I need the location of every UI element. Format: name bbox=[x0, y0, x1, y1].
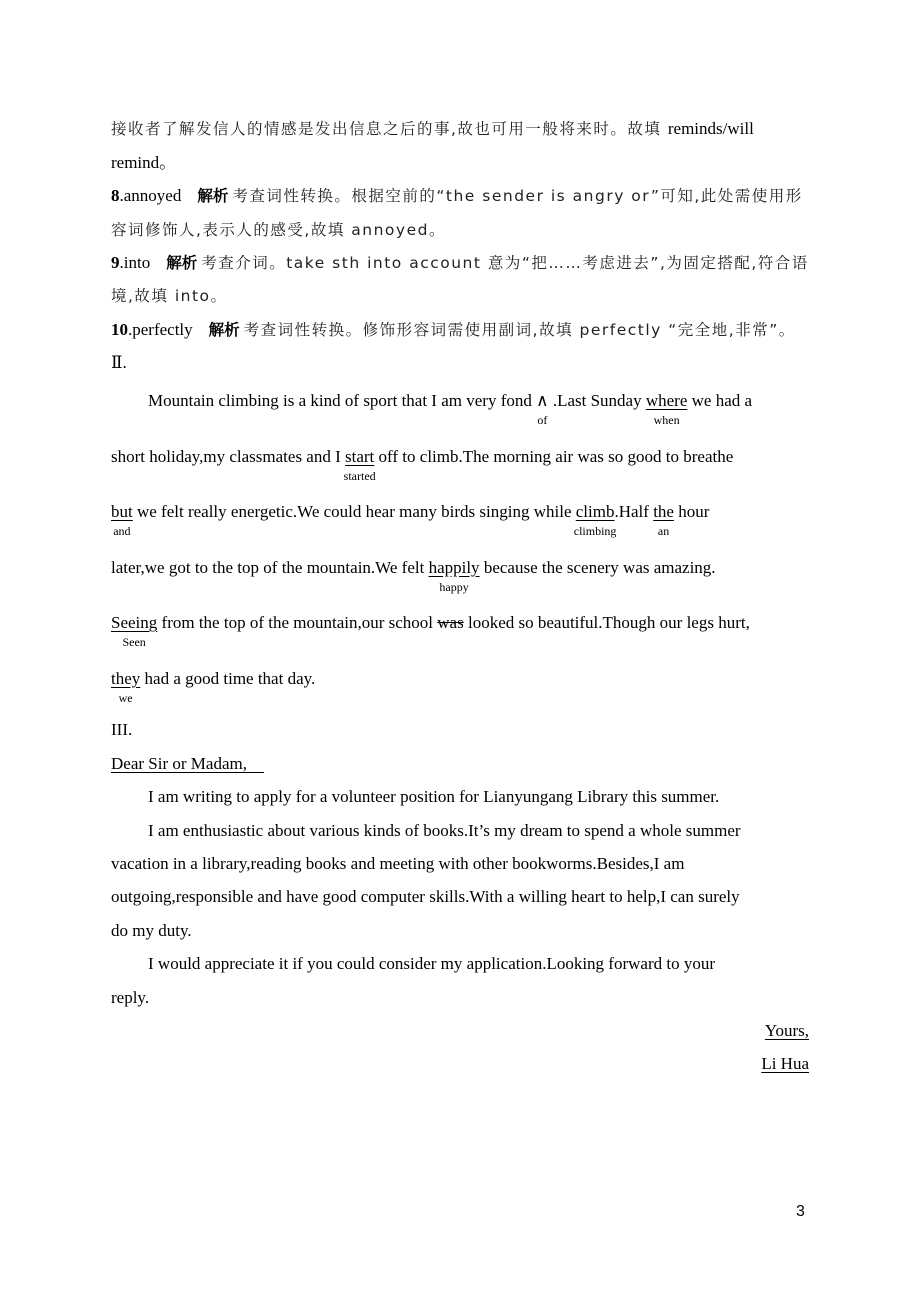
answer-item-8: 8.annoyed 解析 考查词性转换。根据空前的“the sender is angry or”可知,此处需使用形 bbox=[111, 186, 803, 205]
correction-happily: happily happy bbox=[428, 558, 480, 594]
letter-paragraph-1: I am writing to apply for a volunteer position for Lianyungang Library this summer. bbox=[148, 787, 720, 806]
answer-item-9-line-2: 境,故填 into。 bbox=[111, 287, 228, 305]
correction-line-3: but and we felt really energetic.We could hear many birds singing while climb climbing .Half the an hour bbox=[111, 502, 710, 538]
answer-item-8-line-2: 容词修饰人,表示人的感受,故填 annoyed。 bbox=[111, 221, 446, 239]
letter-paragraph-3-line-2: reply. bbox=[111, 988, 150, 1007]
correction-seeing: Seeing Seen bbox=[111, 613, 158, 649]
letter-closing: Yours, bbox=[764, 1021, 809, 1040]
letter-salutation: Dear Sir or Madam, bbox=[111, 754, 247, 773]
insertion-fix: of bbox=[537, 413, 548, 427]
correction-start: start started bbox=[343, 447, 376, 483]
explanation-continuation-line-1: 接收者了解发信人的情感是发出信息之后的事,故也可用一般将来时。故填 reminds/will bbox=[111, 119, 754, 138]
correction-where: where when bbox=[645, 391, 688, 427]
correction-line-6: they we had a good time that day. bbox=[111, 669, 316, 705]
correction-they: they we bbox=[111, 669, 141, 705]
letter-paragraph-2-line-3: outgoing,responsible and have good computer skills.With a willing heart to help,I can surely bbox=[111, 887, 740, 906]
correction-line-5: Seeing Seen from the top of the mountain,our school was looked so beautiful.Though our legs hurt, bbox=[111, 613, 750, 649]
correction-but: but and bbox=[111, 502, 133, 538]
page-number: 3 bbox=[796, 1203, 805, 1220]
answer-item-9: 9.into 解析 考查介词。take sth into account 意为“把……考虑进去”,为固定搭配,符合语 bbox=[111, 253, 809, 272]
correction-the: the an bbox=[653, 502, 674, 538]
correction-line-2: short holiday,my classmates and I start started off to climb.The morning air was so good to breathe bbox=[111, 447, 734, 483]
letter-paragraph-2-line-2: vacation in a library,reading books and meeting with other bookworms.Besides,I am bbox=[111, 854, 685, 873]
section-2-heading: Ⅱ. bbox=[111, 353, 127, 372]
correction-line-1: Mountain climbing is a kind of sport that I am very fond ∧ of .Last Sunday where when we had a bbox=[148, 391, 752, 411]
explanation-continuation-line-2: remind。 bbox=[111, 153, 177, 172]
insertion-mark: ∧ of bbox=[536, 391, 548, 411]
correction-climb: climb climbing bbox=[573, 502, 617, 538]
letter-signature: Li Hua bbox=[761, 1054, 809, 1073]
deleted-word: was bbox=[437, 613, 464, 632]
letter-paragraph-2-line-4: do my duty. bbox=[111, 921, 192, 940]
letter-paragraph-3-line-1: I would appreciate it if you could consider my application.Looking forward to your bbox=[148, 954, 715, 973]
letter-paragraph-2-line-1: I am enthusiastic about various kinds of books.It’s my dream to spend a whole summer bbox=[148, 821, 741, 840]
correction-line-4: later,we got to the top of the mountain.We felt happily happy because the scenery was amazing. bbox=[111, 558, 716, 594]
section-3-heading: III. bbox=[111, 720, 133, 739]
answer-item-10: 10.perfectly 解析 考查词性转换。修饰形容词需使用副词,故填 perfectly “完全地,非常”。 bbox=[111, 320, 796, 339]
